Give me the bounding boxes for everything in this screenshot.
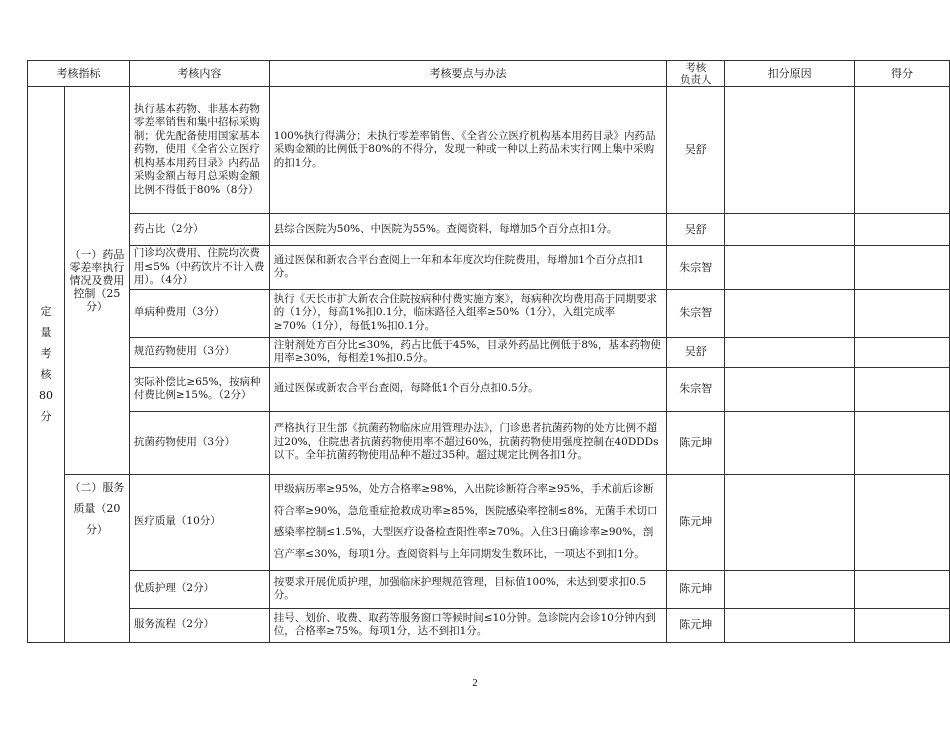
category-cell: 定 量 考 核 80 分 <box>28 87 65 643</box>
score-cell[interactable] <box>855 608 950 642</box>
table-row <box>28 87 950 214</box>
deduction-reason-cell[interactable] <box>725 474 855 570</box>
method-cell: 县综合医院为50%、中医院为55%。查阅资料，每增加5个百分点扣1分。 <box>269 214 667 246</box>
deduction-reason-cell[interactable] <box>725 337 855 367</box>
method-cell: 执行《天长市扩大新农合住院按病种付费实施方案》，每病种次均费用高于同期要求的（1分），每高1%扣0.1分，临床路径入组率≥50%（1分），入组完成率≥70%（1分），每低1%扣0.1分。 <box>269 289 667 337</box>
deduction-reason-cell[interactable] <box>725 87 855 214</box>
responsible-cell: 朱宗智 <box>667 289 725 337</box>
content-cell: 药占比（2分） <box>129 214 269 246</box>
method-cell: 严格执行卫生部《抗菌药物临床应用管理办法》，门诊患者抗菌药物的处方比例不超过20%，住院患者抗菌药物使用率不超过60%，抗菌药物使用强度控制在40DDDs以下。全年抗菌药物使用品种不超过35种。超过规定比例各扣1分。 <box>269 411 667 474</box>
content-cell: 实际补偿比≥65%，按病种付费比例≥15%。（2分） <box>129 367 269 411</box>
score-cell[interactable] <box>855 289 950 337</box>
deduction-reason-cell[interactable] <box>725 214 855 246</box>
score-cell[interactable] <box>855 87 950 214</box>
score-cell[interactable] <box>855 474 950 570</box>
content-cell: 抗菌药物使用（3分） <box>129 411 269 474</box>
content-cell: 医疗质量（10分） <box>129 474 269 570</box>
table-row <box>28 367 950 411</box>
score-cell[interactable] <box>855 246 950 290</box>
table-row <box>28 570 950 608</box>
responsible-cell: 吴舒 <box>667 87 725 214</box>
content-cell: 规范药物使用（3分） <box>129 337 269 367</box>
deduction-reason-cell[interactable] <box>725 411 855 474</box>
responsible-cell: 陈元坤 <box>667 570 725 608</box>
header-method: 考核要点与办法 <box>269 61 667 87</box>
method-cell: 通过医保和新农合平台查阅上一年和本年度次均住院费用，每增加1个百分点扣1分。 <box>269 246 667 290</box>
table-header-row <box>28 61 950 87</box>
header-responsible: 考核 负责人 <box>667 61 725 87</box>
method-cell: 甲级病历率≥95%，处方合格率≥98%，入出院诊断符合率≥95%，手术前后诊断符合率≥90%，急危重症抢救成功率≥85%，医院感染率控制≤8%，无菌手术切口感染率控制≤1.5%，大型医疗设备检查阳性率≥70%。入住3日确诊率≥90%，剖宫产率≤30%，每项1分。查阅资料与上年同期发生数环比，一项达不到扣1分。 <box>269 474 667 570</box>
table-row <box>28 246 950 290</box>
content-cell: 服务流程（2分） <box>129 608 269 642</box>
score-cell[interactable] <box>855 367 950 411</box>
table-row <box>28 411 950 474</box>
score-cell[interactable] <box>855 570 950 608</box>
page-number: 2 <box>472 677 478 689</box>
deduction-reason-cell[interactable] <box>725 289 855 337</box>
responsible-cell: 陈元坤 <box>667 474 725 570</box>
header-reason: 扣分原因 <box>725 61 855 87</box>
deduction-reason-cell[interactable] <box>725 367 855 411</box>
deduction-reason-cell[interactable] <box>725 570 855 608</box>
header-score: 得分 <box>855 61 950 87</box>
content-cell: 单病种费用（3分） <box>129 289 269 337</box>
group-name-cell: （一）药品零差率执行情况及费用控制（25分） <box>64 87 129 475</box>
table-row <box>28 608 950 642</box>
score-cell[interactable] <box>855 337 950 367</box>
deduction-reason-cell[interactable] <box>725 608 855 642</box>
table-row <box>28 337 950 367</box>
score-cell[interactable] <box>855 214 950 246</box>
content-cell: 优质护理（2分） <box>129 570 269 608</box>
method-cell: 注射剂处方百分比≤30%，药占比低于45%，目录外药品比例低于8%，基本药物使用率≥30%，每相差1%扣0.5分。 <box>269 337 667 367</box>
responsible-cell: 朱宗智 <box>667 246 725 290</box>
deduction-reason-cell[interactable] <box>725 246 855 290</box>
table-row <box>28 214 950 246</box>
group-name-cell: （二）服务质量（20分） <box>64 474 129 642</box>
assessment-table <box>27 60 950 643</box>
responsible-cell: 陈元坤 <box>667 608 725 642</box>
responsible-cell: 吴舒 <box>667 337 725 367</box>
responsible-cell: 陈元坤 <box>667 411 725 474</box>
header-content: 考核内容 <box>129 61 269 87</box>
method-cell: 挂号、划价、收费、取药等服务窗口等候时间≤10分钟。急诊院内会诊10分钟内到位，合格率≥75%。每项1分，达不到扣1分。 <box>269 608 667 642</box>
score-cell[interactable] <box>855 411 950 474</box>
table-row <box>28 474 950 570</box>
responsible-cell: 朱宗智 <box>667 367 725 411</box>
responsible-cell: 吴舒 <box>667 214 725 246</box>
content-cell: 执行基本药物、非基本药物零差率销售和集中招标采购制；优先配备使用国家基本药物，使用《全省公立医疗机构基本用药目录》内药品采购金额占每月总采购金额比例不得低于80%（8分） <box>129 87 269 214</box>
table-row <box>28 289 950 337</box>
method-cell: 按要求开展优质护理，加强临床护理规范管理，目标值100%，未达到要求扣0.5分。 <box>269 570 667 608</box>
method-cell: 通过医保或新农合平台查阅，每降低1个百分点扣0.5分。 <box>269 367 667 411</box>
method-cell: 100%执行得满分；未执行零差率销售、《全省公立医疗机构基本用药目录》内药品采购金额的比例低于80%的不得分，发现一种或一种以上药品未实行网上集中采购的扣1分。 <box>269 87 667 214</box>
header-indicator: 考核指标 <box>28 61 130 87</box>
content-cell: 门诊均次费用、住院均次费用≤5%（中药饮片不计入费用）。（4分） <box>129 246 269 290</box>
